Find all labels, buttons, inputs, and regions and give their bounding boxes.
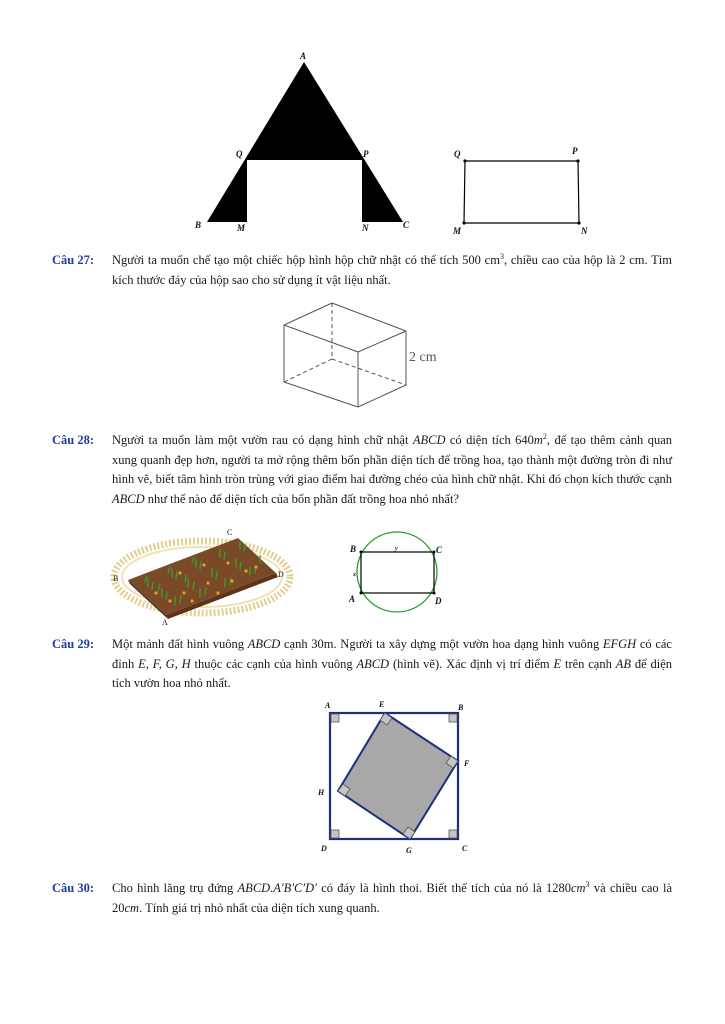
label-e: E — [379, 700, 385, 709]
question-30 — [52, 879, 672, 918]
label-n: N — [362, 223, 369, 233]
label-b: B — [350, 544, 357, 554]
label-x: x — [353, 572, 356, 578]
question-29 — [52, 635, 672, 694]
label-d: D — [435, 596, 442, 606]
question-text: Người ta muốn làm một vườn rau có dạng hình chữ nhật ABCD có diện tích $640m^2$, để tạo thêm cảnh quan xung quanh đẹp hơn, người ta mở rộng thêm bốn phần diện tích để trồng hoa, tạo thành một đường tròn đi như hình vẽ, biết tâm hình tròn trùng với giao điểm hai đường chéo của hình chữ nhật. Khi đó chọn kích thước cạnh ABCD như thế nào để diện tích của bốn phần đất trồng hoa nhỏ nhất? — [112, 431, 672, 506]
label-d: D — [278, 570, 284, 579]
label-a: A — [349, 594, 356, 604]
label-p: P — [572, 146, 578, 156]
label-y: y — [395, 546, 398, 552]
label-f: F — [464, 759, 470, 768]
question-text: Cho hình lăng trụ đứng ABCD.A′B′C′D′ có đáy là hình thoi. Biết thể tích của nó là $1280cm^3$ và chiều cao là 20cm. Tính giá trị nhỏ nhất của diện tích xung quanh. — [112, 879, 673, 915]
label-b: B — [458, 703, 464, 712]
label-n: N — [581, 226, 588, 236]
label-a: A — [300, 51, 307, 61]
garden-illustration — [110, 527, 295, 627]
question-number: Câu 27: — [52, 253, 95, 267]
label-b: B — [195, 220, 202, 230]
label-m: M — [453, 226, 462, 236]
question-number: Câu 28: — [52, 433, 95, 447]
rectangle-figure — [450, 140, 600, 240]
point-p — [576, 159, 579, 162]
triangle-figure — [190, 50, 420, 240]
box-height-label: 2 cm — [409, 350, 437, 365]
label-q: Q — [454, 149, 461, 159]
label-d: D — [321, 844, 327, 853]
square-efgh — [338, 713, 458, 839]
label-c: C — [403, 220, 410, 230]
question-text: Người ta muốn chế tạo một chiếc hộp hình hộp chữ nhật có thể tích 500 $cm^3$, chiều cao của hộp là 2 cm. Tìm kích thước đáy của hộp sao cho sử dụng ít vật liệu nhất. — [112, 251, 672, 287]
label-a: A — [162, 618, 168, 627]
label-m: M — [237, 223, 246, 233]
rectangle-abcd — [361, 552, 434, 593]
question-number: Câu 29: — [52, 637, 95, 651]
point-m — [462, 221, 465, 224]
label-c: C — [462, 844, 468, 853]
label-q: Q — [236, 149, 243, 159]
label-p: P — [363, 149, 369, 159]
rectangle-outline — [464, 161, 579, 223]
question-28 — [52, 431, 672, 509]
question-text: Một mảnh đất hình vuông ABCD cạnh 30m. Người ta xây dựng một vườn hoa dạng hình vuông EFGH có các đỉnh E, F, G, H thuộc các cạnh của hình vuông ABCD (hình vẽ). Xác định vị trí điểm E trên cạnh AB để diện tích vườn hoa nhỏ nhất. — [112, 637, 672, 690]
point-q — [463, 159, 466, 162]
label-a: A — [325, 701, 331, 710]
label-h: H — [318, 788, 325, 797]
question-27 — [52, 251, 672, 290]
question-number: Câu 30: — [52, 881, 95, 895]
label-b: B — [113, 574, 119, 583]
label-g: G — [406, 846, 412, 855]
box-figure — [280, 295, 460, 410]
point-n — [577, 221, 580, 224]
circle — [357, 532, 437, 612]
label-c: C — [227, 528, 233, 537]
circle-rectangle-figure — [345, 530, 455, 615]
label-c: C — [436, 545, 443, 555]
rectangle-mnpq — [247, 160, 362, 222]
square-figure — [310, 697, 480, 859]
